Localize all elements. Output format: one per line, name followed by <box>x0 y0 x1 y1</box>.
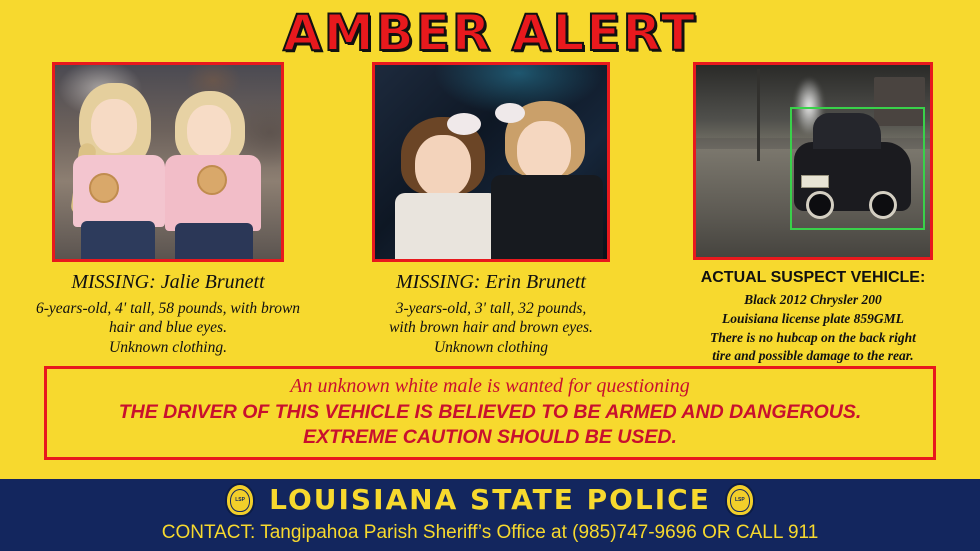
caption-panel-2 <box>389 270 593 358</box>
caption-line-3-2: There is no hubcap on the back right <box>710 329 916 345</box>
missing-child-panel-2 <box>341 62 641 358</box>
caption-line-2-1: with brown hair and brown eyes. <box>389 319 593 337</box>
police-badge-left-icon <box>225 483 255 517</box>
caption-line-3-1: Louisiana license plate 859GML <box>722 311 904 327</box>
footer <box>0 479 980 551</box>
caption-line-1-0: 6-years-old, 4' tall, 58 pounds, with brown <box>35 299 301 317</box>
photo-suspect-vehicle <box>693 62 933 260</box>
suspect-vehicle-panel <box>674 62 952 366</box>
caption-panel-1 <box>36 270 300 358</box>
caption-line-2-0: 3-years-old, 3' tall, 32 pounds, <box>395 299 587 317</box>
warning-line-1: An unknown white male is wanted for questioning <box>290 375 690 397</box>
warning-line-3: EXTREME CAUTION SHOULD BE USED. <box>303 426 677 448</box>
photo-row <box>0 62 980 362</box>
contact-line: CONTACT: Tangipahoa Parish Sheriff’s Office at (985)747-9696 OR CALL 911 <box>161 522 819 543</box>
warning-section <box>0 366 980 460</box>
police-badge-right-label: LSP <box>730 489 750 512</box>
caption-line-3-3: tire and possible damage to the rear. <box>712 348 914 364</box>
title-bar <box>0 0 980 62</box>
caption-title-2: MISSING: Erin Brunett <box>396 271 586 293</box>
caption-line-2-2: Unknown clothing <box>433 339 549 357</box>
police-badge-right-icon <box>725 483 755 517</box>
photo-erin-brunett <box>372 62 610 262</box>
caption-line-1-2: Unknown clothing. <box>109 339 227 357</box>
page-title: AMBER ALERT <box>283 4 697 62</box>
caption-panel-3 <box>701 268 926 366</box>
agency-bar <box>0 479 980 519</box>
warning-line-2: THE DRIVER OF THIS VEHICLE IS BELIEVED TO BE ARMED AND DANGEROUS. <box>118 401 862 423</box>
agency-name: LOUISIANA STATE POLICE <box>269 483 711 516</box>
caption-line-1-1: hair and blue eyes. <box>109 319 227 337</box>
caption-line-3-0: Black 2012 Chrysler 200 <box>744 292 882 308</box>
photo-jalie-brunett <box>52 62 284 262</box>
caption-title-3: ACTUAL SUSPECT VEHICLE: <box>700 269 926 286</box>
warning-box <box>44 366 936 460</box>
missing-child-panel-1 <box>28 62 308 358</box>
police-badge-left-label: LSP <box>230 489 250 512</box>
caption-title-1: MISSING: Jalie Brunett <box>71 271 265 293</box>
